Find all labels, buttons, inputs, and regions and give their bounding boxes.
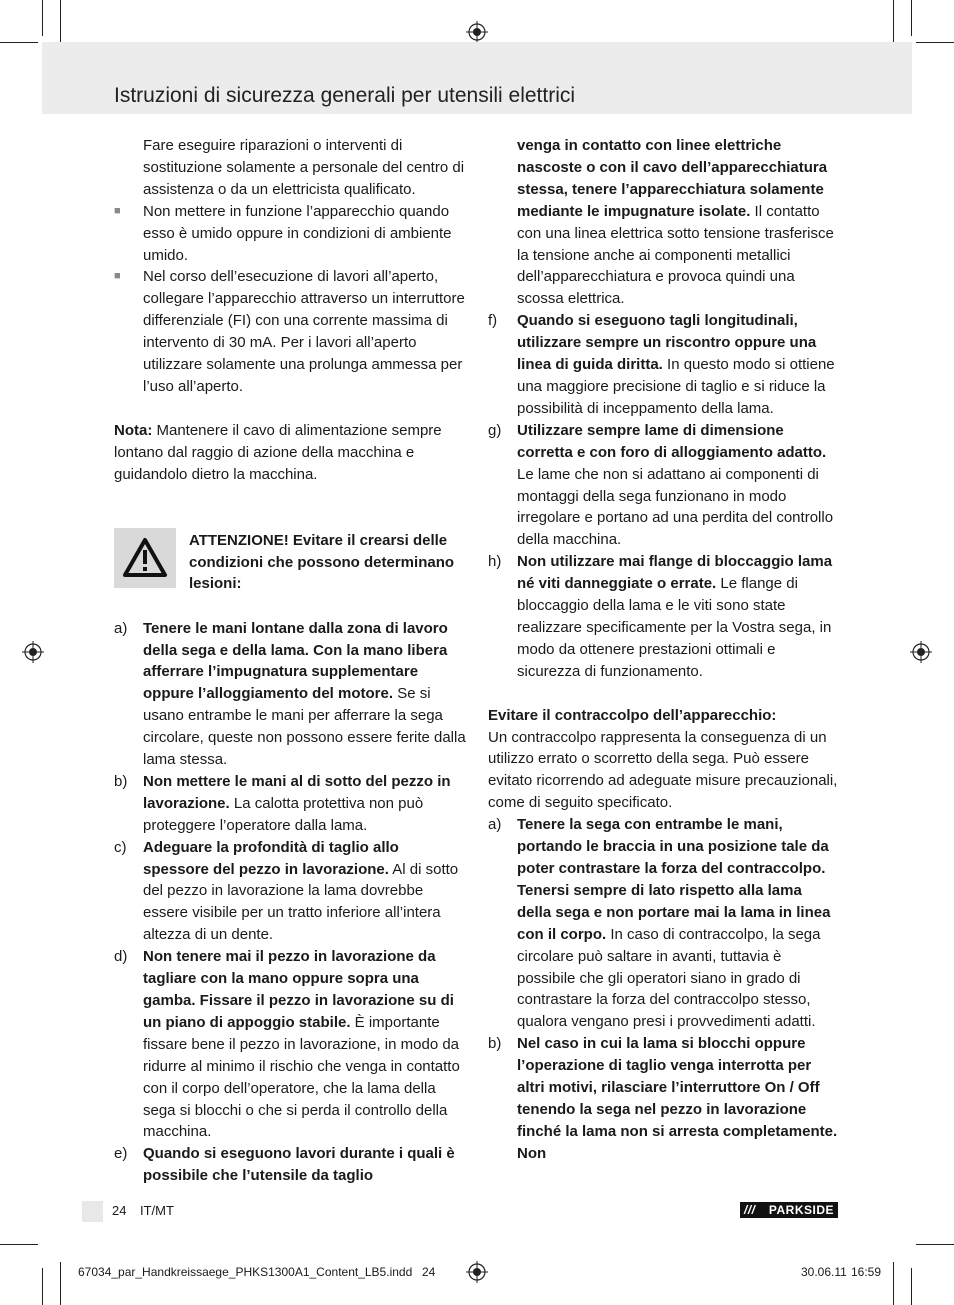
bullet-square-icon: ■ <box>114 270 121 283</box>
warning-triangle-icon <box>114 528 176 588</box>
crop-mark <box>60 0 61 44</box>
list-item: c) Adeguare la profondità di taglio allo spessore del pezzo in lavorazione. Al di sotto del pezzo in lavorazione la lama dovrebbe essere visibile per un tratto inferiore all’intera altezza di un dente. <box>114 838 459 944</box>
left-column <box>114 135 466 1187</box>
list-item: e) Quando si eseguono lavori durante i quali è possibile che l’utensile da taglio <box>114 1145 455 1185</box>
page-marker-box <box>82 1201 103 1222</box>
crop-mark <box>42 1268 43 1305</box>
slug-page: 24 <box>422 1265 436 1279</box>
section-heading: Evitare il contraccolpo dell’apparecchio: <box>488 706 777 724</box>
crop-mark <box>893 0 894 44</box>
language-code: IT/MT <box>140 1203 174 1218</box>
list-item: b) Nel caso in cui la lama si blocchi oppure l’operazione di taglio venga interrotta per altri motivi, rilasciare l’interruttore On / Off tenendo la sega nel pezzo in lavorazione finché la lama non si arresta completamente. Non <box>488 1035 838 1162</box>
list-item: ■ Nel corso dell’esecuzione di lavori all’aperto, collegare l’apparecchio attraverso un interruttore differenziale (FI) con una corrente massima di intervento di 30 mA. Per i lavori all’aperto utilizzare solamente una prolunga ammessa per l’uso all’aperto. <box>114 268 465 395</box>
list-item: a) Tenere le mani lontane dalla zona di lavoro della sega e della lama. Con la mano libera afferrare l’impugnatura supplementare oppure l’alloggiamento del motore. Se si usano entrambe le mani per afferrare la sega circolare, queste non possono essere ferite dalla lama stessa. <box>114 619 466 769</box>
registration-mark-icon <box>910 641 932 663</box>
crop-mark <box>42 0 43 36</box>
intro-paragraph: Fare eseguire riparazioni o interventi di sostituzione solamente a personale del centro di assistenza o da un elettricista qualificato. <box>143 137 465 198</box>
crop-mark <box>916 42 954 43</box>
page-number: 24 <box>112 1203 127 1218</box>
slug-date: 30.06.11 <box>801 1265 847 1279</box>
list-item: b) Non mettere le mani al di sotto del pezzo in lavorazione. La calotta protettiva non può proteggere l’operatore dalla lama. <box>114 772 451 834</box>
slug-time: 16:59 <box>851 1265 882 1279</box>
page-title: Istruzioni di sicurezza generali per utensili elettrici <box>114 84 576 107</box>
registration-mark-icon <box>22 641 44 663</box>
crop-mark <box>911 1268 912 1305</box>
section-paragraph: Un contraccolpo rappresenta la conseguenza di un utilizzo errato o scorretto della sega. Può essere evitato ricorrendo ad adeguate misure precauzionali, come di seguito specificato. <box>488 728 838 812</box>
list-item: h) Non utilizzare mai flange di bloccaggio lama né viti danneggiate o errate. Le flange di bloccaggio della lama e le viti sono state realizzare specificamente per la Vostra sega, in modo da ottenere prestazioni ottimali e sicurezza di funzionamento. <box>488 553 833 680</box>
right-column <box>488 135 840 1165</box>
warning-text: ATTENZIONE! Evitare il crearsi delle condizioni che possono determinano lesioni: <box>189 531 455 593</box>
list-item: ■ Non mettere in funzione l’apparecchio quando esso è umido oppure in condizioni di ambiente umido. <box>114 202 452 264</box>
crop-mark <box>893 1262 894 1305</box>
continued-paragraph: venga in contatto con linee elettriche nascoste o con il cavo dell’apparecchiatura stessa, tenere l’apparecchiatura solamente mediante le impugnature isolate. Il contatto con una linea elettrica sotto tensione trasferisce la tensione anche ai componenti metallici dell’apparecchiatura e provoca quindi una scossa elettrica. <box>517 137 834 308</box>
crop-mark <box>916 1244 954 1245</box>
list-item: f) Quando si eseguono tagli longitudinali, utilizzare sempre un riscontro oppure una linea di guida diritta. In questo modo si ottiene una maggiore precisione di taglio e si riduce la possibilità di inceppamento della lama. <box>488 312 835 417</box>
list-item: g) Utilizzare sempre lame di dimensione corretta e con foro di alloggiamento adatto. Le lame che non si adattano ai componenti di montaggi della sega funzionano in modo irregolare e portano ad una perdita del controllo della macchina. <box>488 421 834 549</box>
list-item: a) Tenere la sega con entrambe le mani, portando le braccia in una posizione tale da poter contrastare la forza del contraccolpo. Tenersi sempre di lato rispetto alla lama della sega e non portare mai la lama in linea con il corpo. In caso di contraccolpo, la sega circolare può saltare in avanti, tuttavia è possibile che gli operatori siano in grado di contrastare la forza del contraccolpo stesso, qualora vengano presi i provvedimenti adatti. <box>488 816 831 1031</box>
slug-filename: 67034_par_Handkreissaege_PHKS1300A1_Content_LB5.indd <box>78 1265 413 1279</box>
crop-mark <box>0 1244 38 1245</box>
list-item: d) Non tenere mai il pezzo in lavorazione da tagliare con la mano oppure sopra una gamba. Fissare il pezzo in lavorazione su di un piano di appoggio stabile. È importante fissare bene il pezzo in lavorazione, in modo da ridurre al minimo il rischio che venga in contatto con il corpo dell’operatore, che la lama della sega si blocchi o che si perda il controllo della macchina. <box>114 948 460 1141</box>
registration-mark-icon <box>466 21 488 43</box>
crop-mark <box>60 1262 61 1305</box>
warning-block <box>114 530 466 596</box>
warning-icon-box <box>114 528 176 588</box>
registration-mark-icon <box>466 1261 488 1283</box>
brand-logo: /// PARKSIDE <box>740 1202 838 1218</box>
note-paragraph: Nota: Mantenere il cavo di alimentazione sempre lontano dal raggio di azione della macchina e guidandolo dietro la macchina. <box>114 421 442 483</box>
bullet-square-icon: ■ <box>114 204 121 217</box>
crop-mark <box>911 0 912 36</box>
crop-mark <box>0 42 38 43</box>
